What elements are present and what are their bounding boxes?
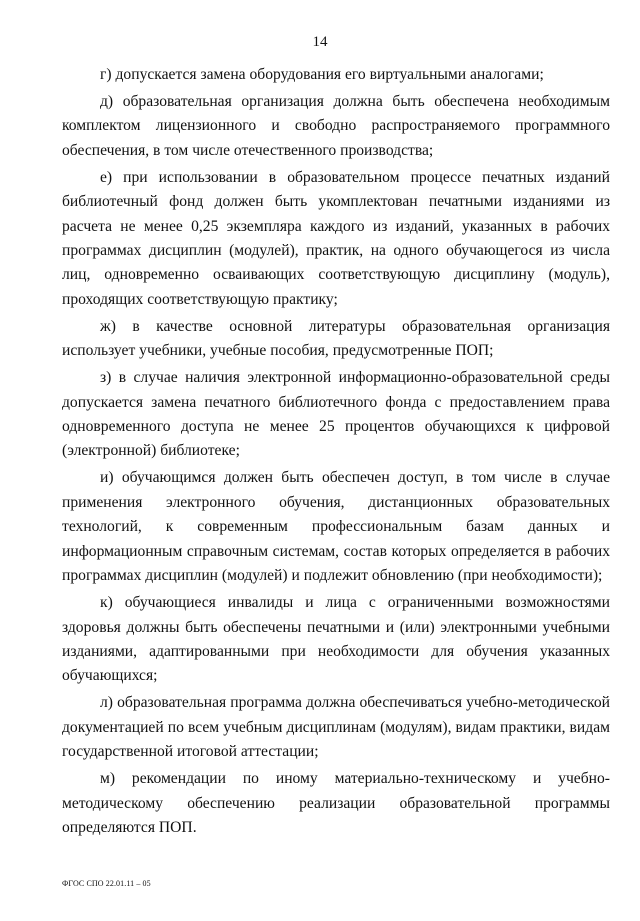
page-number: 14	[312, 34, 328, 50]
paragraph-zh: ж) в качестве основной литературы образовательная организация использует учебники, учебные пособия, предусмотренные ПОП;	[62, 317, 610, 360]
paragraph-z: з) в случае наличия электронной информационно-образовательной среды допускается замена печатного библиотечного фонда с предоставлением права одновременного доступа не менее 25 процентов обучающихся к цифровой (электронной) библиотеке;	[62, 369, 610, 460]
paragraph-e: е) при использовании в образовательном процессе печатных изданий библиотечный фонд должен быть укомплектован печатными изданиями из расчета не менее 0,25 экземпляра каждого из изданий, указанных в рабочих программах дисциплин (модулей), практик, на одного обучающегося из числа лиц, одновременно осваивающих соответствующую дисциплину (модуль), проходящих соответствующую практику;	[62, 168, 610, 308]
paragraph-l: л) образовательная программа должна обеспечиваться учебно-методической документацией по всем учебным дисциплинам (модулям), видам практики, видам государственной итоговой аттестации;	[62, 694, 610, 761]
paragraph-m: м) рекомендации по иному материально-техническому и учебно-методическому обеспечению реализации образовательной программы определяются ПОП.	[62, 770, 610, 836]
paragraph-d: д) образовательная организация должна быть обеспечена необходимым комплектом лицензионного и свободно распространяемого программного обеспечения, в том числе отечественного производства;	[62, 93, 610, 159]
footer-document-code: ФГОС СПО 22.01.11 – 05	[62, 879, 151, 888]
paragraph-k: к) обучающиеся инвалиды и лица с ограниченными возможностями здоровья должны быть обеспечены печатными и (или) электронными учебными изданиями, адаптированными при необходимости для обучения указанных обучающихся;	[62, 594, 610, 685]
document-body	[62, 63, 610, 843]
paragraph-g: г) допускается замена оборудования его виртуальными аналогами;	[100, 66, 544, 83]
paragraph-i: и) обучающимся должен быть обеспечен доступ, в том числе в случае применения электронного обучения, дистанционных образовательных технологий, к современным профессиональным базам данных и информационным справочным системам, состав которых определяется в рабочих программах дисциплин (модулей) и подлежит обновлению (при необходимости);	[62, 469, 610, 585]
